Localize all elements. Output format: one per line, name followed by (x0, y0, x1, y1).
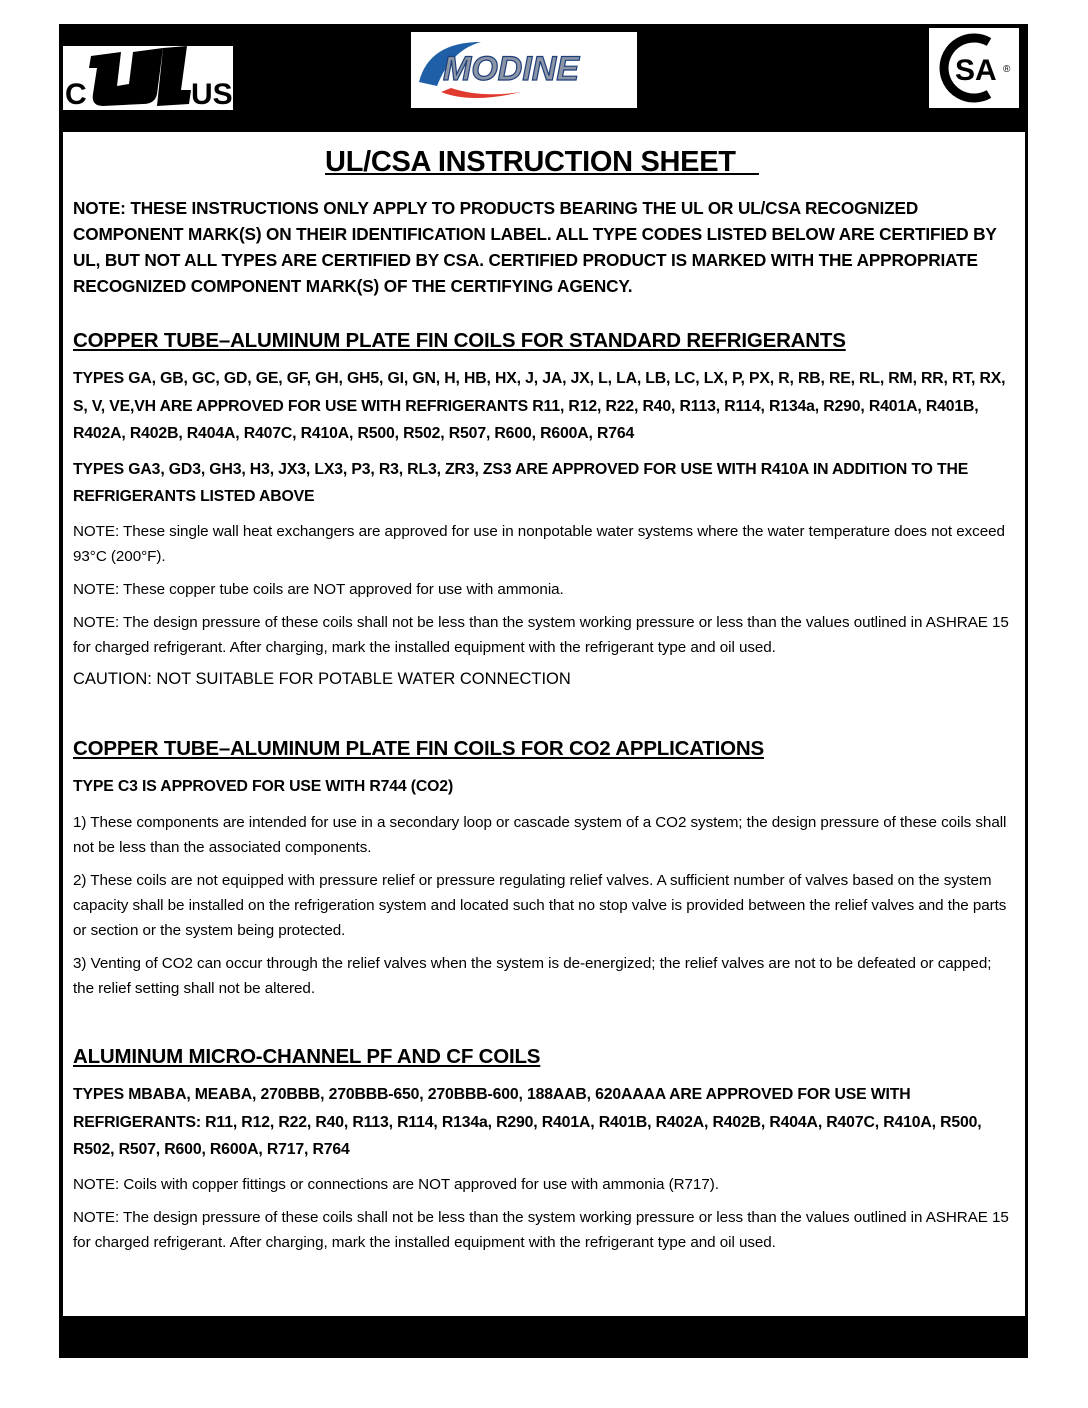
section-standard-note-pressure: NOTE: The design pressure of these coils shall not be less than the system working pressure or less than the values outlined in ASHRAE 15 for charged refrigerant. After charging, mark the installed equipment with the refrigerant type and oil used. (73, 613, 1009, 656)
section-co2-item-1: 1) These components are intended for use in a secondary loop or cascade system of a CO2 system; the design pressure of these coils shall not be less than the associated components. (73, 814, 1007, 856)
csa-logo (929, 28, 1019, 108)
section-microchannel-types: TYPES MBABA, MEABA, 270BBB, 270BBB-650, 270BBB-600, 188AAB, 620AAAA ARE APPROVED FOR USE WITH REFRIGERANTS: R11, R12, R22, R40, R113, R114, R134a, R290, R401A, R401B, R402A, R402B, R404A, R407C, R410A, R500, R502, R507, R600, R600A, R717, R764 (73, 1086, 982, 1158)
footer-band (59, 1316, 1028, 1358)
modine-swoosh-icon (411, 32, 637, 108)
section-standard-refrigerants-heading: COPPER TUBE–ALUMINUM PLATE FIN COILS FOR STANDARD REFRIGERANTS (73, 329, 846, 352)
intro-note: NOTE: THESE INSTRUCTIONS ONLY APPLY TO PRODUCTS BEARING THE UL OR UL/CSA RECOGNIZED COMPONENT MARK(S) ON THEIR IDENTIFICATION LABEL. ALL TYPE CODES LISTED BELOW ARE CERTIFIED BY UL, BUT NOT ALL TYPES ARE CERTIFIED BY CSA. CERTIFIED PRODUCT IS MARKED WITH THE APPROPRIATE RECOGNIZED COMPONENT MARK(S) OF THE CERTIFYING AGENCY. (73, 198, 997, 296)
section-co2-heading: COPPER TUBE–ALUMINUM PLATE FIN COILS FOR CO2 APPLICATIONS (73, 736, 764, 760)
caution-potable-water: CAUTION: NOT SUITABLE FOR POTABLE WATER CONNECTION (73, 669, 571, 688)
section-co2-item-3: 3) Venting of CO2 can occur through the relief valves when the system is de-energized; the relief valves are not to be defeated or capped; the relief setting shall not be altered. (73, 955, 992, 997)
header-band (59, 24, 1028, 132)
ul-mark-icon (63, 46, 233, 110)
page-title: UL/CSA INSTRUCTION SHEET (325, 146, 759, 178)
section-co2-types: TYPE C3 IS APPROVED FOR USE WITH R744 (CO2) (73, 777, 454, 795)
section-microchannel-heading: ALUMINUM MICRO-CHANNEL PF AND CF COILS (73, 1045, 541, 1068)
section-standard-types: TYPES GA, GB, GC, GD, GE, GF, GH, GH5, GI, GN, H, HB, HX, J, JA, JX, L, LA, LB, LC, LX, P, PX, R, RB, RE, RL, RM, RR, RT, RX, S, V, VE,VH ARE APPROVED FOR USE WITH REFRIGERANTS R11, R12, R22, R40, R113, R114, R134a, R290, R401A, R401B, R402A, R402B, R404A, R407C, R410A, R500, R502, R507, R600, R600A, R764 (73, 370, 1006, 442)
page-frame (59, 24, 1028, 1358)
section-standard-note-water: NOTE: These single wall heat exchangers are approved for use in nonpotable water systems where the water temperature does not exceed 93°C (200°F). (73, 522, 1005, 565)
section-co2-item-2: 2) These coils are not equipped with pressure relief or pressure regulating relief valves. A sufficient number of valves based on the system capacity shall be installed on the refrigeration system and located such that no stop valve is provided between the relief valves and the parts or section or the system being protected. (73, 872, 1007, 939)
ul-logo (63, 46, 233, 110)
section-microchannel-note-pressure: NOTE: The design pressure of these coils shall not be less than the system working pressure or less than the values outlined in ASHRAE 15 for charged refrigerant. After charging, mark the installed equipment with the refrigerant type and oil used. (73, 1208, 1009, 1251)
modine-logo (411, 32, 637, 108)
csa-logo-text: SA (955, 54, 997, 87)
csa-logo-reg: ® (1003, 64, 1011, 75)
ul-logo-reg: ® (171, 47, 180, 59)
section-standard-note-ammonia: NOTE: These copper tube coils are NOT approved for use with ammonia. (73, 580, 564, 598)
csa-mark-icon (929, 28, 1019, 108)
section-microchannel-note-ammonia: NOTE: Coils with copper fittings or connections are NOT approved for use with ammonia (R717). (73, 1175, 719, 1193)
ul-logo-left-text: C (65, 78, 87, 110)
section-standard-types-r410a: TYPES GA3, GD3, GH3, H3, JX3, LX3, P3, R3, RL3, ZR3, ZS3 ARE APPROVED FOR USE WITH R410A IN ADDITION TO THE REFRIGERANTS LISTED ABOVE (73, 460, 969, 505)
ul-logo-right-text: US (191, 78, 233, 110)
modine-logo-text: MODINE (443, 50, 579, 88)
document-body (63, 132, 1025, 1316)
